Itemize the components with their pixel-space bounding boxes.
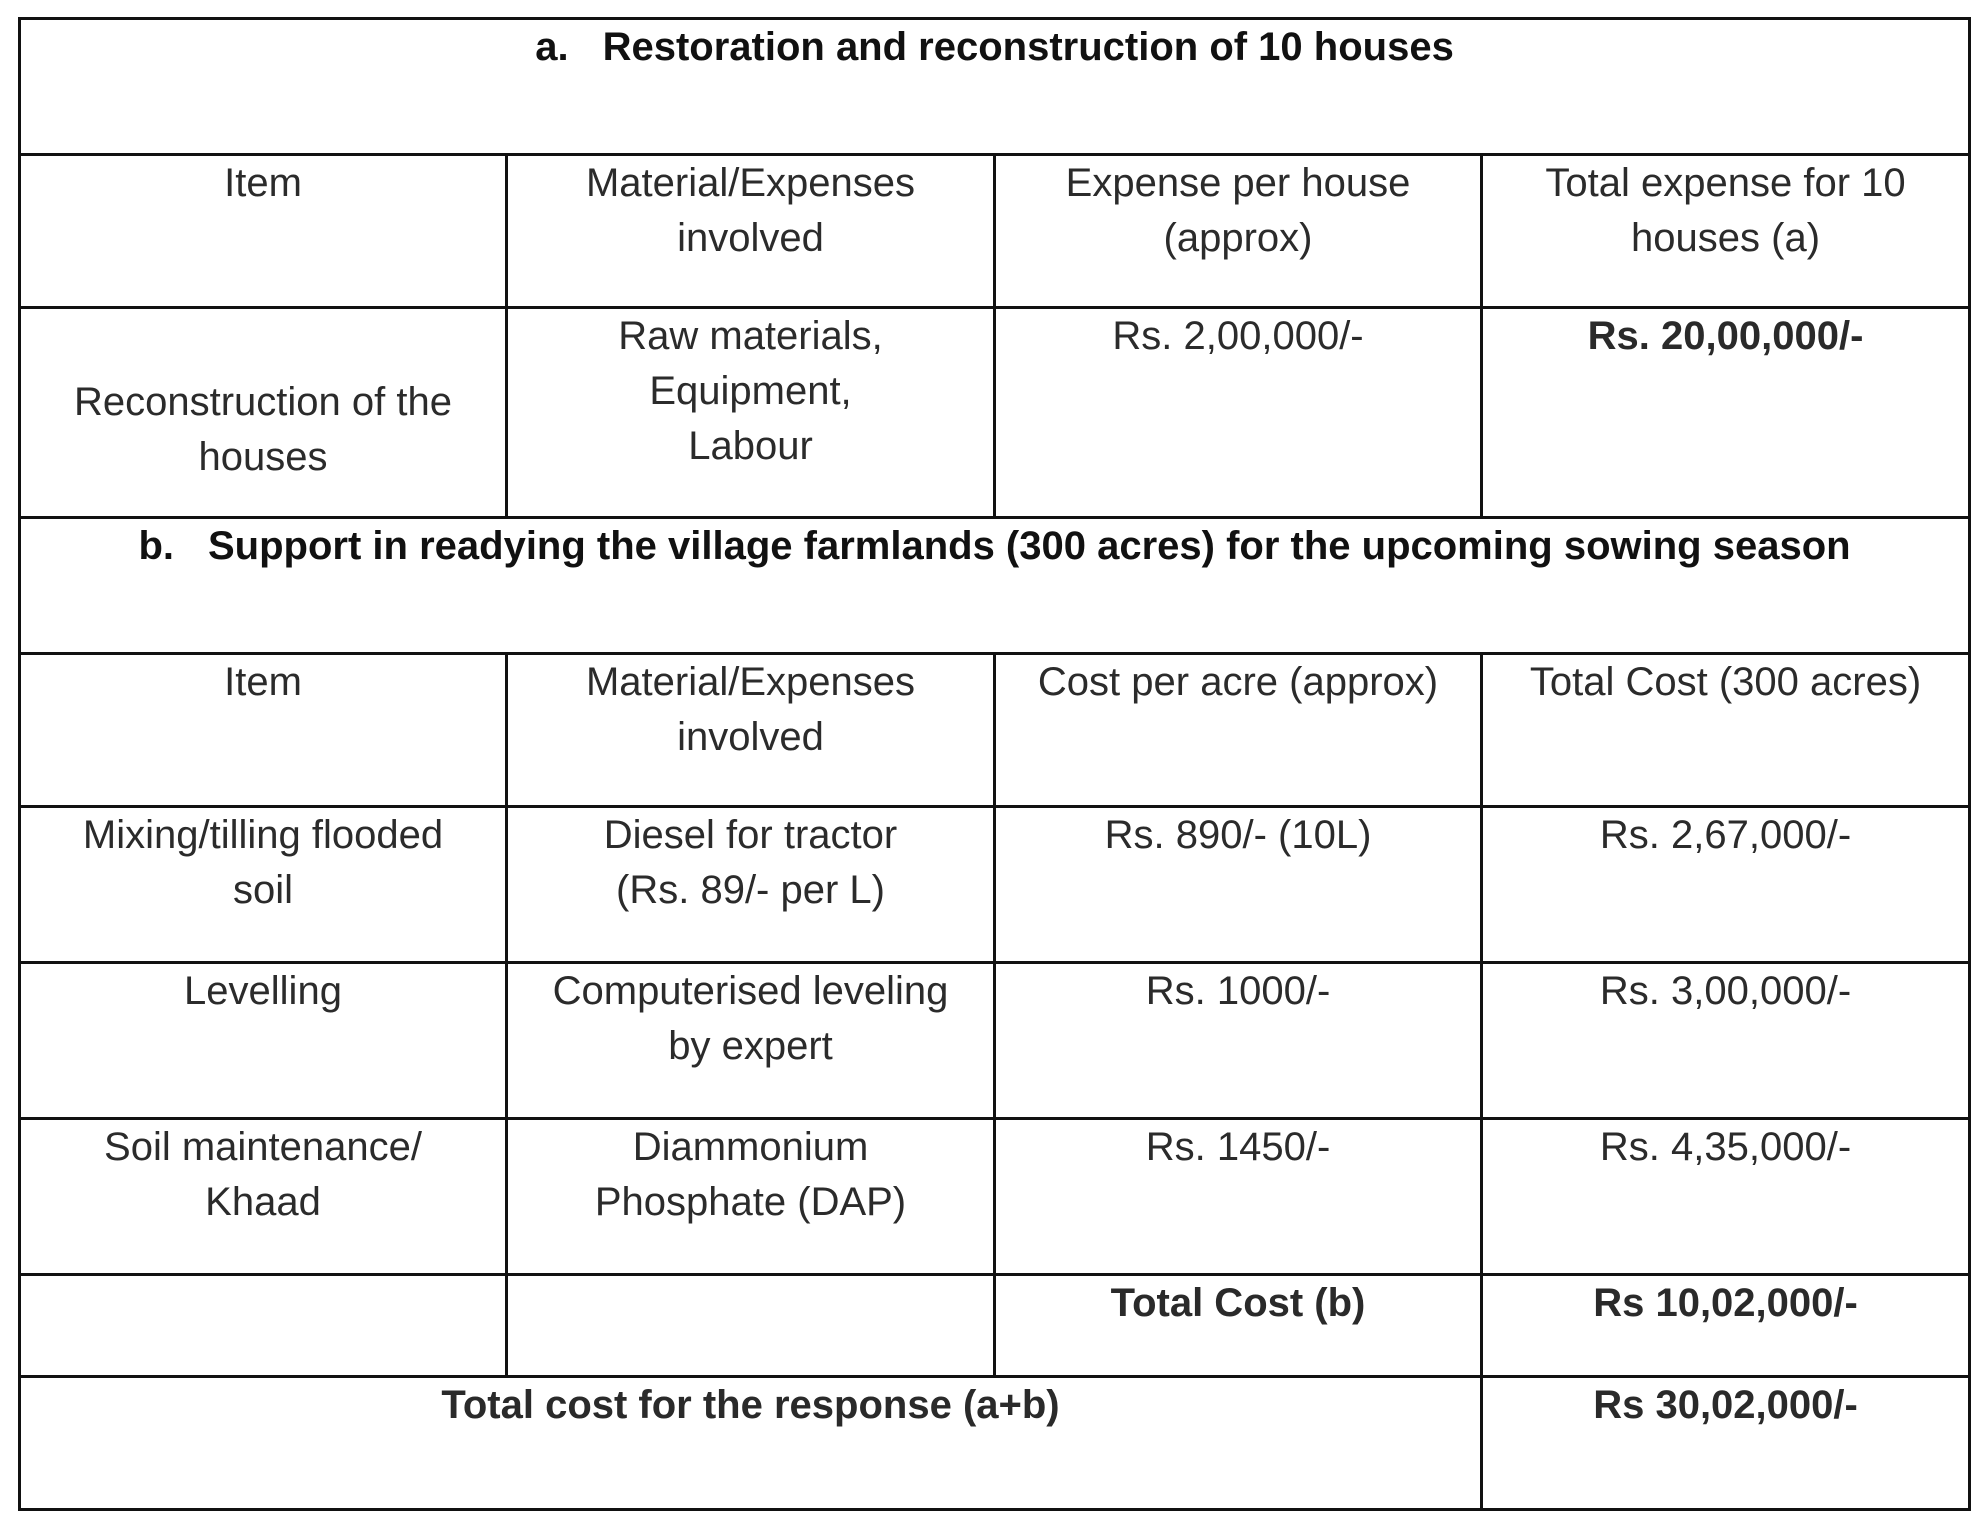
header-cost-per-acre	[995, 654, 1482, 807]
section-b-title-row	[20, 518, 1970, 654]
subtotal-label: Total Cost (b)	[1110, 1281, 1366, 1325]
house-material-line2: Equipment,	[649, 369, 852, 413]
farm-item-line2: soil	[232, 868, 294, 912]
header-expense-line1: Expense per house	[1065, 161, 1411, 205]
farm-item-cell	[20, 963, 507, 1119]
section-b-title-text: Support in readying the village farmlands (300 acres) for the upcoming sowing season	[208, 524, 1851, 568]
house-item-cell	[20, 308, 507, 518]
farm-cost-cell	[995, 1119, 1482, 1275]
farm-item-line2: Khaad	[205, 1180, 321, 1224]
header-total-cost	[1482, 654, 1970, 807]
farm-material-cell	[507, 807, 995, 963]
grand-total-value: Rs 30,02,000/-	[1593, 1383, 1858, 1427]
farm-material-line2: by expert	[668, 1024, 833, 1068]
section-a-title	[20, 19, 1970, 155]
house-material-line3: Labour	[688, 424, 813, 468]
header-material-line1: Material/Expenses	[585, 161, 916, 205]
header-total-cost-text: Total Cost (300 acres)	[1529, 660, 1922, 704]
grand-total-row	[20, 1377, 1970, 1510]
header-material	[507, 155, 995, 308]
farm-material-line1: Diammonium	[632, 1125, 869, 1169]
table-row	[20, 807, 1970, 963]
section-a-header-row	[20, 155, 1970, 308]
farm-material-line2: (Rs. 89/- per L)	[616, 868, 885, 912]
farm-item-line1: Levelling	[184, 969, 342, 1013]
header-cost-per-acre-text: Cost per acre (approx)	[1037, 660, 1439, 704]
house-expense-cell	[995, 308, 1482, 518]
section-b-letter: b.	[138, 524, 174, 568]
header-material	[507, 654, 995, 807]
section-a-title-row	[20, 19, 1970, 155]
header-expense-line2: (approx)	[1163, 216, 1313, 260]
house-total-value: Rs. 20,00,000/-	[1587, 314, 1864, 358]
farm-cost-value: Rs. 1000/-	[1145, 969, 1331, 1013]
header-item	[20, 155, 507, 308]
subtotal-label-cell	[995, 1275, 1482, 1377]
header-item	[20, 654, 507, 807]
farm-material-line1: Computerised leveling	[552, 969, 949, 1013]
table-row	[20, 963, 1970, 1119]
subtotal-value: Rs 10,02,000/-	[1593, 1281, 1858, 1325]
farm-total-value: Rs. 3,00,000/-	[1599, 969, 1852, 1013]
farm-total-value: Rs. 2,67,000/-	[1599, 813, 1852, 857]
header-item-text: Item	[224, 660, 302, 704]
house-expense-value: Rs. 2,00,000/-	[1112, 314, 1364, 358]
farm-cost-cell	[995, 963, 1482, 1119]
house-material-cell	[507, 308, 995, 518]
table-row	[20, 308, 1970, 518]
farm-cost-value: Rs. 1450/-	[1145, 1125, 1331, 1169]
farm-cost-cell	[995, 807, 1482, 963]
farm-total-cell	[1482, 1119, 1970, 1275]
farm-material-line2: Phosphate (DAP)	[594, 1180, 907, 1224]
farm-item-line1: Soil maintenance/	[104, 1125, 422, 1169]
grand-total-label-cell	[20, 1377, 1482, 1510]
table-row	[20, 1119, 1970, 1275]
farm-material-cell	[507, 1119, 995, 1275]
house-material-line1: Raw materials,	[618, 314, 883, 358]
subtotal-row	[20, 1275, 1970, 1377]
grand-total-value-cell	[1482, 1377, 1970, 1510]
header-material-line1: Material/Expenses	[585, 660, 916, 704]
farm-cost-value: Rs. 890/- (10L)	[1104, 813, 1372, 857]
header-material-line2: involved	[677, 216, 824, 260]
section-a-title-text: Restoration and reconstruction of 10 houses	[602, 25, 1454, 69]
header-expense-per-house	[995, 155, 1482, 308]
farm-item-line1: Mixing/tilling flooded	[82, 813, 444, 857]
section-a-letter: a.	[535, 25, 569, 69]
house-total-cell	[1482, 308, 1970, 518]
farm-total-value: Rs. 4,35,000/-	[1599, 1125, 1852, 1169]
grand-total-label: Total cost for the response (a+b)	[441, 1383, 1060, 1427]
subtotal-value-cell	[1482, 1275, 1970, 1377]
farm-item-cell	[20, 1119, 507, 1275]
farm-total-cell	[1482, 963, 1970, 1119]
house-item-line1: Reconstruction of the	[74, 379, 452, 424]
house-item-line2: houses	[198, 434, 328, 479]
header-total-expense	[1482, 155, 1970, 308]
budget-table	[18, 17, 1971, 1511]
header-total-line2: houses (a)	[1631, 216, 1821, 260]
header-material-line2: involved	[677, 715, 824, 759]
empty-cell	[507, 1275, 995, 1377]
farm-material-line1: Diesel for tractor	[603, 813, 898, 857]
header-item-text: Item	[224, 161, 302, 205]
header-total-line1: Total expense for 10	[1545, 161, 1906, 205]
section-b-header-row	[20, 654, 1970, 807]
farm-material-cell	[507, 963, 995, 1119]
empty-cell	[20, 1275, 507, 1377]
farm-item-cell	[20, 807, 507, 963]
farm-total-cell	[1482, 807, 1970, 963]
section-b-title	[20, 518, 1970, 654]
